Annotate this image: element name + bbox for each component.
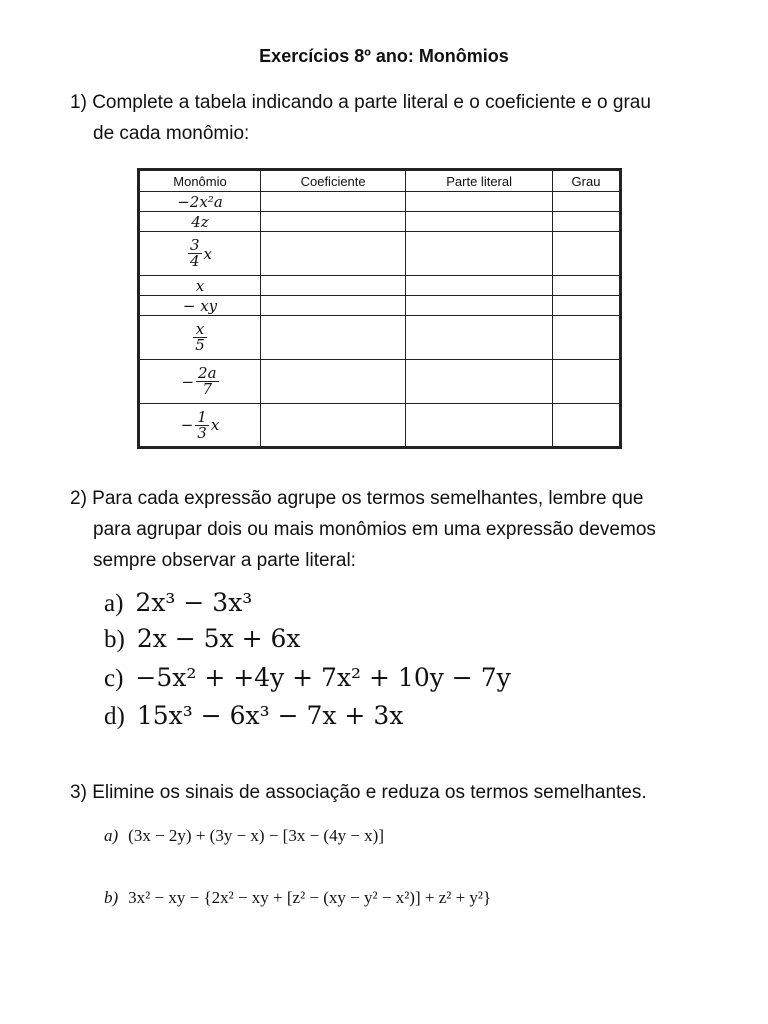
coeficiente-cell[interactable] — [261, 296, 406, 316]
monomial-cell — [139, 192, 261, 212]
grau-cell[interactable] — [553, 212, 621, 232]
parte-literal-cell[interactable] — [406, 232, 553, 276]
parte-literal-cell[interactable] — [406, 212, 553, 232]
expression-2d — [104, 701, 403, 731]
question-2-number: 2) — [70, 488, 87, 509]
monomial-fraction — [188, 238, 202, 269]
fraction-denominator: 4 — [189, 252, 200, 270]
coeficiente-cell[interactable] — [261, 232, 406, 276]
expression-label: a) — [104, 826, 119, 845]
header-grau: Grau — [553, 170, 621, 192]
parte-literal-cell[interactable] — [406, 360, 553, 404]
grau-cell[interactable] — [553, 404, 621, 448]
header-coeficiente: Coeficiente — [261, 170, 406, 192]
monomial-text: x — [195, 276, 205, 295]
question-2 — [70, 483, 730, 576]
question-1-number: 1) — [70, 92, 87, 113]
monomial-text: −2x²a — [177, 192, 223, 211]
table-row — [139, 212, 621, 232]
expression-text: 2x³ − 3x³ — [135, 588, 253, 617]
table-row — [139, 316, 621, 360]
coeficiente-cell[interactable] — [261, 192, 406, 212]
monomial-cell — [139, 232, 261, 276]
table-row — [139, 360, 621, 404]
monomial-cell — [139, 404, 261, 448]
grau-cell[interactable] — [553, 192, 621, 212]
fraction-denominator: 7 — [202, 380, 213, 398]
expression-label: d) — [104, 703, 125, 730]
question-1-text-line2: de cada monômio: — [93, 123, 250, 144]
expression-2a — [104, 588, 252, 618]
coeficiente-cell[interactable] — [261, 276, 406, 296]
expression-label: c) — [104, 665, 124, 692]
monomial-text: − xy — [182, 296, 218, 315]
coeficiente-cell[interactable] — [261, 316, 406, 360]
fraction-denominator: 5 — [195, 336, 205, 354]
question-2-text-line3: sempre observar a parte literal: — [93, 550, 356, 571]
question-1-text-line1: Complete a tabela indicando a parte literal e o coeficiente e o grau — [92, 92, 651, 113]
fraction-numerator: x — [193, 322, 207, 338]
question-1 — [70, 87, 730, 149]
table-row — [139, 232, 621, 276]
fraction-numerator: 1 — [197, 407, 207, 426]
table-header-row — [139, 170, 621, 192]
table-row — [139, 192, 621, 212]
expression-label: b) — [104, 626, 125, 653]
expression-text: 2x − 5x + 6x — [136, 624, 301, 653]
monomial-cell — [139, 296, 261, 316]
monomial-sign: − — [180, 416, 194, 434]
question-2-text-line1: Para cada expressão agrupe os termos semelhantes, lembre que — [86, 488, 644, 509]
monomial-variable: x — [210, 416, 220, 434]
expression-2c — [104, 663, 511, 693]
monomial-sign: − — [181, 372, 195, 391]
parte-literal-cell[interactable] — [406, 316, 553, 360]
expression-text: −5x² + +4y + 7x² + 10y − 7y — [135, 663, 511, 692]
monomial-fraction — [195, 407, 209, 442]
parte-literal-cell[interactable] — [406, 296, 553, 316]
table-row — [139, 404, 621, 448]
parte-literal-cell[interactable] — [406, 276, 553, 296]
grau-cell[interactable] — [553, 276, 621, 296]
coeficiente-cell[interactable] — [261, 360, 406, 404]
header-monomio: Monômio — [139, 170, 261, 192]
monomial-variable: x — [203, 244, 212, 263]
expression-2b — [104, 624, 301, 654]
expression-label: a) — [104, 590, 124, 617]
monomial-table — [137, 168, 622, 449]
monomial-fraction — [196, 366, 219, 397]
expression-3b — [104, 888, 491, 908]
fraction-denominator: 3 — [197, 423, 207, 442]
question-2-text-line2: para agrupar dois ou mais monômios em uma expressão devemos — [93, 519, 656, 540]
question-3-text: Elimine os sinais de associação e reduza os termos semelhantes. — [92, 782, 647, 803]
monomial-cell — [139, 360, 261, 404]
question-3 — [70, 777, 730, 808]
coeficiente-cell[interactable] — [261, 404, 406, 448]
parte-literal-cell[interactable] — [406, 192, 553, 212]
header-parte-literal: Parte literal — [406, 170, 553, 192]
monomial-cell — [139, 212, 261, 232]
grau-cell[interactable] — [553, 296, 621, 316]
table-row — [139, 296, 621, 316]
monomial-cell — [139, 276, 261, 296]
question-3-number: 3) — [70, 782, 87, 803]
grau-cell[interactable] — [553, 360, 621, 404]
expression-label: b) — [104, 888, 119, 907]
expression-text: 3x² − xy − {2x² − xy + [z² − (xy − y² − x²)] + z² + y²} — [128, 888, 492, 907]
expression-text: (3x − 2y) + (3y − x) − [3x − (4y − x)] — [128, 826, 384, 845]
fraction-numerator: 2a — [198, 364, 217, 382]
grau-cell[interactable] — [553, 316, 621, 360]
fraction-numerator: 3 — [189, 236, 200, 254]
monomial-cell — [139, 316, 261, 360]
monomial-fraction — [193, 322, 207, 353]
monomial-text: 4z — [191, 212, 209, 231]
table-row — [139, 276, 621, 296]
grau-cell[interactable] — [553, 232, 621, 276]
parte-literal-cell[interactable] — [406, 404, 553, 448]
expression-text: 15x³ − 6x³ − 7x + 3x — [136, 701, 404, 730]
coeficiente-cell[interactable] — [261, 212, 406, 232]
expression-3a — [104, 826, 384, 846]
page-title: Exercícios 8º ano: Monômios — [259, 46, 509, 66]
